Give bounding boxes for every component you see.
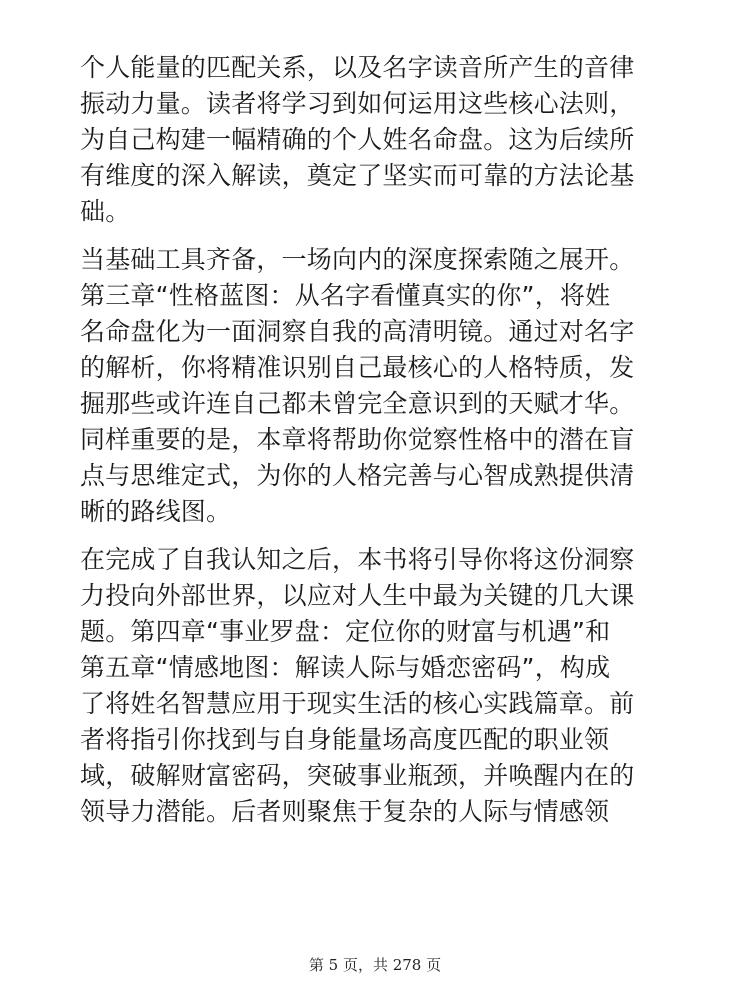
text-line: 题。第四章“事业罗盘：定位你的财富与机遇”和 xyxy=(80,617,611,646)
text-line: 名命盘化为一面洞察自我的高清明镜。通过对名字 xyxy=(80,317,635,346)
text-line: 第三章“性格蓝图：从名字看懂真实的你”，将姓 xyxy=(80,281,611,310)
paragraph-1 xyxy=(80,50,680,230)
body-text xyxy=(80,50,680,842)
text-line: 振动力量。读者将学习到如何运用这些核心法则， xyxy=(80,89,635,118)
text-line: 力投向外部世界，以应对人生中最为关键的几大课 xyxy=(80,581,635,610)
text-line: 在完成了自我认知之后，本书将引导你将这份洞察 xyxy=(80,545,635,574)
text-line: 个人能量的匹配关系，以及名字读音所产生的音律 xyxy=(80,53,635,82)
text-line: 者将指引你找到与自身能量场高度匹配的职业领 xyxy=(80,725,610,754)
text-line: 为自己构建一幅精确的个人姓名命盘。这为后续所 xyxy=(80,125,635,154)
text-line: 础。 xyxy=(80,197,131,226)
text-line: 第五章“情感地图：解读人际与婚恋密码”，构成 xyxy=(80,653,611,682)
text-line: 有维度的深入解读，奠定了坚实而可靠的方法论基 xyxy=(80,161,635,190)
text-line: 掘那些或许连自己都未曾完全意识到的天赋才华。 xyxy=(80,389,635,418)
page-number-footer: 第 5 页，共 278 页 xyxy=(308,956,442,974)
text-line: 领导力潜能。后者则聚焦于复杂的人际与情感领 xyxy=(80,797,610,826)
text-line: 域，破解财富密码，突破事业瓶颈，并唤醒内在的 xyxy=(80,761,635,790)
paragraph-3 xyxy=(80,542,680,830)
text-line: 的解析，你将精准识别自己最核心的人格特质，发 xyxy=(80,353,635,382)
paragraph-2 xyxy=(80,242,680,530)
text-line: 了将姓名智慧应用于现实生活的核心实践篇章。前 xyxy=(80,689,635,718)
text-line: 晰的路线图。 xyxy=(80,497,232,526)
text-line: 当基础工具齐备，一场向内的深度探索随之展开。 xyxy=(80,245,635,274)
text-line: 同样重要的是，本章将帮助你觉察性格中的潜在盲 xyxy=(80,425,635,454)
text-line: 点与思维定式，为你的人格完善与心智成熟提供清 xyxy=(80,461,635,490)
